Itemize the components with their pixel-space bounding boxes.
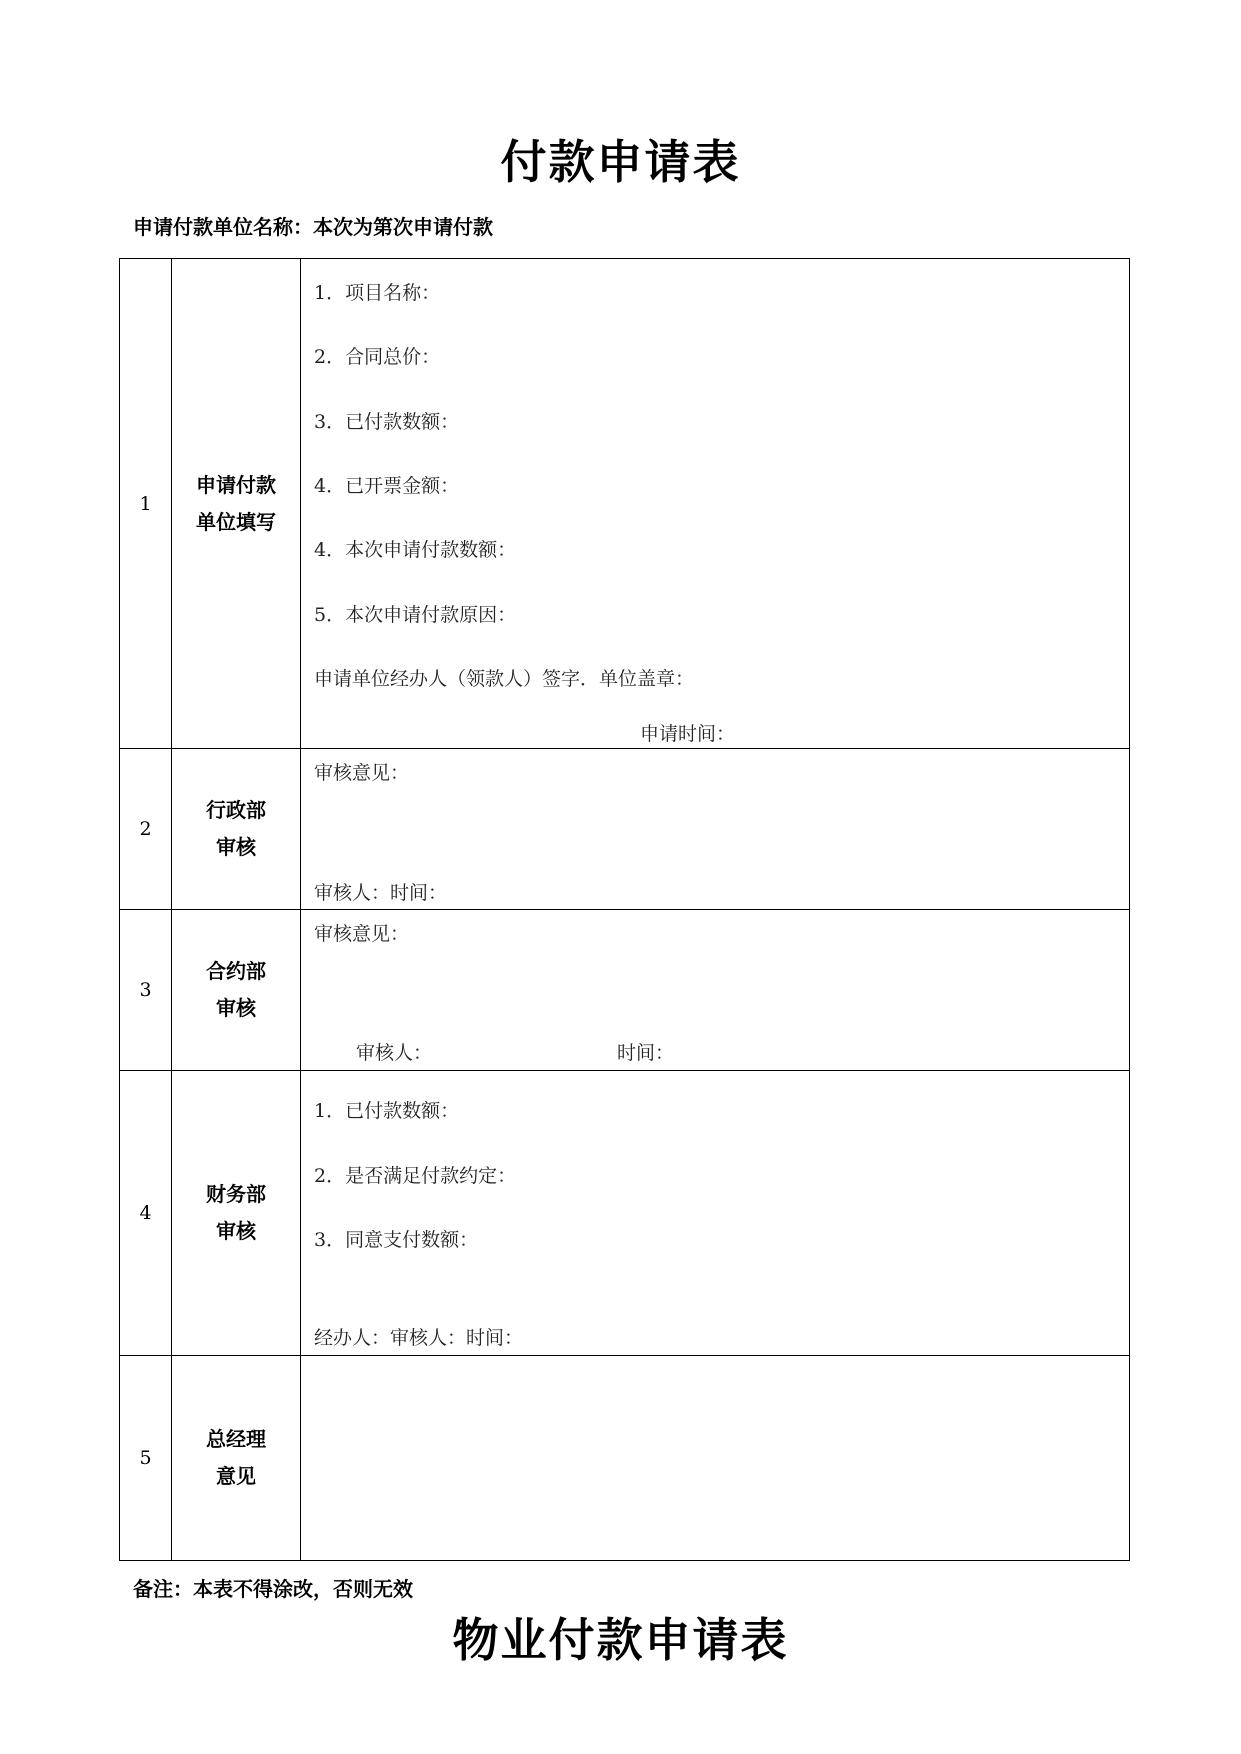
- finance-review-fields[interactable]: [301, 1071, 1130, 1356]
- row-number: 3: [120, 910, 172, 1071]
- section-label-gm: [172, 1356, 301, 1561]
- footnote: 备注：本表不得涂改，否则无效: [133, 1577, 413, 1601]
- row-number: 1: [120, 259, 172, 749]
- section-label-applicant: [172, 259, 301, 749]
- invoiced-amount-field: 4．已开票金额：: [314, 475, 460, 497]
- request-reason-field: 5．本次申请付款原因：: [314, 604, 517, 626]
- table-row-finance-review: [120, 1071, 1130, 1356]
- handler-reviewer-time-label: 经办人：审核人：时间：: [314, 1327, 524, 1349]
- section-label-line: 审核: [216, 1219, 256, 1243]
- section-label-contract: [172, 910, 301, 1071]
- review-opinion-label: 审核意见：: [314, 762, 410, 784]
- section-label-line: 审核: [216, 996, 256, 1020]
- contract-total-field: 2．合同总价：: [314, 346, 441, 368]
- section-label-admin: [172, 749, 301, 910]
- section-label-line: 审核: [216, 835, 256, 859]
- reviewer-label: 审核人：: [356, 1042, 433, 1064]
- section-label-line: 合约部: [206, 959, 266, 983]
- payment-terms-met-field: 2．是否满足付款约定：: [314, 1165, 517, 1187]
- section-label-line: 意见: [216, 1464, 256, 1488]
- row-number: 2: [120, 749, 172, 910]
- applicant-unit-label: 申请付款单位名称：本次为第次申请付款: [133, 215, 493, 239]
- reviewer-time-label: 审核人：时间：: [314, 882, 448, 904]
- section-label-line: 行政部: [206, 798, 266, 822]
- paid-amount-field: 3．已付款数额：: [314, 411, 460, 433]
- table-row-gm-opinion: [120, 1356, 1130, 1561]
- section-label-line: 申请付款: [196, 472, 276, 497]
- row-number: 5: [120, 1356, 172, 1561]
- document-title: 付款申请表: [500, 135, 741, 189]
- applicant-signature-field: 申请单位经办人（领款人）签字．单位盖章：: [314, 668, 695, 690]
- paid-amount-field: 1．已付款数额：: [314, 1100, 460, 1122]
- requested-amount-field: 4．本次申请付款数额：: [314, 539, 517, 561]
- project-name-field: 1．项目名称：: [314, 282, 441, 304]
- applicant-fields[interactable]: [301, 259, 1130, 749]
- row-number: 4: [120, 1071, 172, 1356]
- request-date-field: 申请时间：: [640, 723, 736, 745]
- section-label-line: 总经理: [206, 1427, 266, 1451]
- payment-request-table: [119, 258, 1130, 1561]
- table-row-applicant: [120, 259, 1130, 749]
- approved-amount-field: 3．同意支付数额：: [314, 1229, 479, 1251]
- table-row-admin-review: [120, 749, 1130, 910]
- section-label-line: 单位填写: [196, 509, 276, 534]
- time-label: 时间：: [617, 1042, 675, 1064]
- contract-review-fields[interactable]: [301, 910, 1130, 1071]
- section-label-finance: [172, 1071, 301, 1356]
- table-row-contract-review: [120, 910, 1130, 1071]
- next-document-title: 物业付款申请表: [452, 1613, 789, 1667]
- gm-opinion-field[interactable]: [301, 1356, 1130, 1561]
- admin-review-fields[interactable]: [301, 749, 1130, 910]
- section-label-line: 财务部: [206, 1182, 266, 1206]
- review-opinion-label: 审核意见：: [314, 923, 410, 945]
